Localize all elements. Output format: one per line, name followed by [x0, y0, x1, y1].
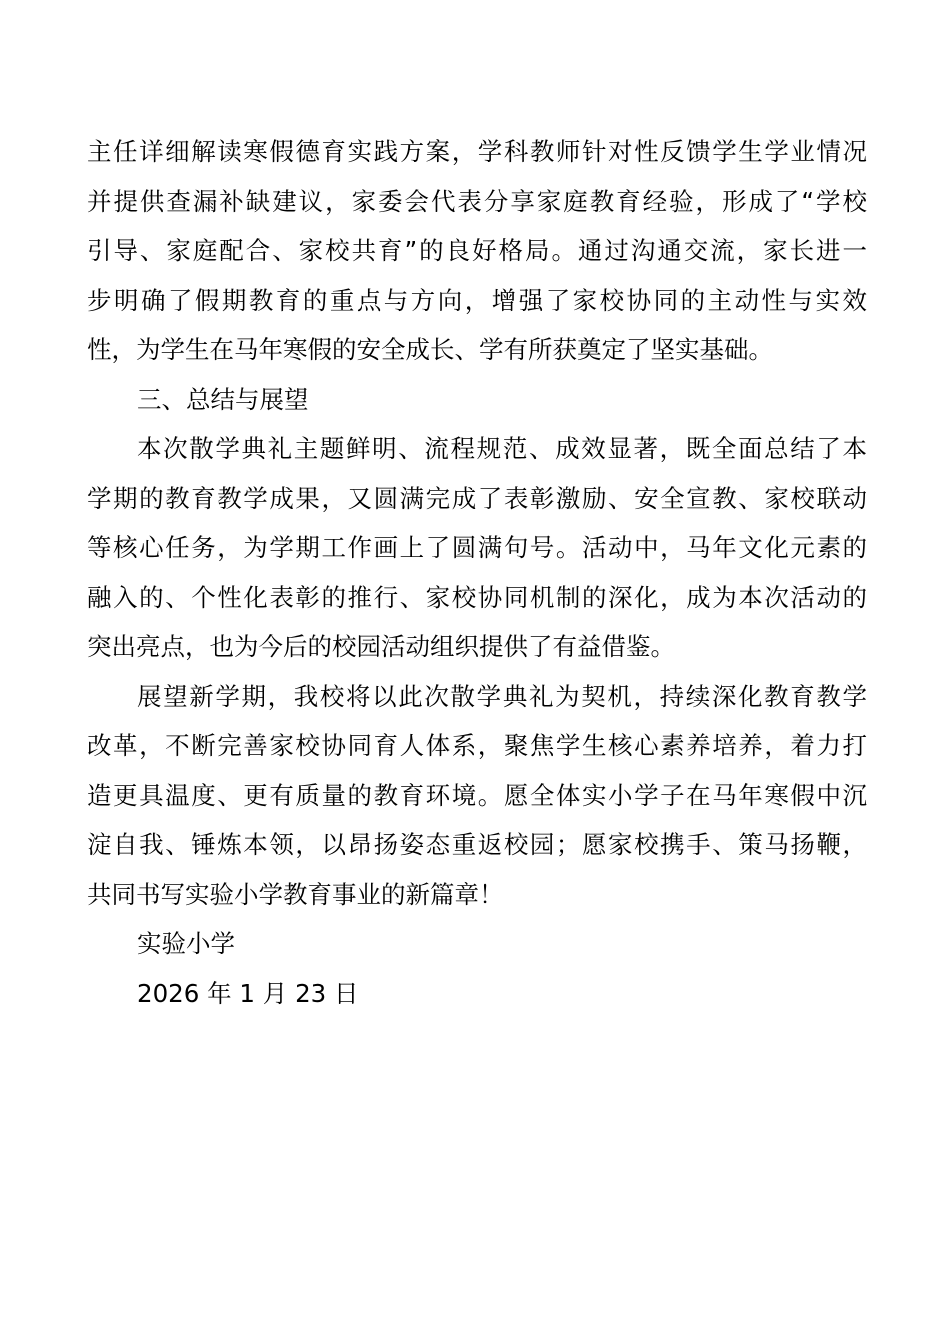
paragraph-line: 引导、家庭配合、家校共育”的良好格局。通过沟通交流，家长进一: [87, 236, 867, 265]
paragraph-line: 淀自我、锤炼本领，以昂扬姿态重返校园；愿家校携手、策马扬鞭，: [87, 830, 867, 859]
paragraph-line: 突出亮点，也为今后的校园活动组织提供了有益借鉴。: [87, 632, 675, 661]
section-heading: 三、总结与展望: [137, 385, 309, 414]
paragraph-line: 造更具温度、更有质量的教育环境。愿全体实小学子在马年寒假中沉: [87, 781, 867, 810]
paragraph-line: 融入的、个性化表彰的推行、家校协同机制的深化，成为本次活动的: [87, 583, 867, 612]
paragraph-line: 等核心任务，为学期工作画上了圆满句号。活动中，马年文化元素的: [87, 533, 867, 562]
paragraph-line: 展望新学期，我校将以此次散学典礼为契机，持续深化教育教学: [137, 682, 867, 711]
signature-date: 2026 年 1 月 23 日: [137, 979, 359, 1008]
paragraph-line: 学期的教育教学成果，又圆满完成了表彰激励、安全宣教、家校联动: [87, 484, 867, 513]
paragraph-line: 共同书写实验小学教育事业的新篇章！: [87, 880, 504, 909]
paragraph-line: 并提供查漏补缺建议，家委会代表分享家庭教育经验，形成了“学校: [87, 187, 867, 216]
paragraph-line: 主任详细解读寒假德育实践方案，学科教师针对性反馈学生学业情况: [87, 137, 867, 166]
signature-organization: 实验小学: [137, 929, 235, 958]
paragraph-line: 本次散学典礼主题鲜明、流程规范、成效显著，既全面总结了本: [137, 434, 867, 463]
paragraph-line: 改革，不断完善家校协同育人体系，聚焦学生核心素养培养，着力打: [87, 731, 867, 760]
paragraph-line: 性，为学生在马年寒假的安全成长、学有所获奠定了坚实基础。: [87, 335, 773, 364]
paragraph-line: 步明确了假期教育的重点与方向，增强了家校协同的主动性与实效: [87, 286, 867, 315]
